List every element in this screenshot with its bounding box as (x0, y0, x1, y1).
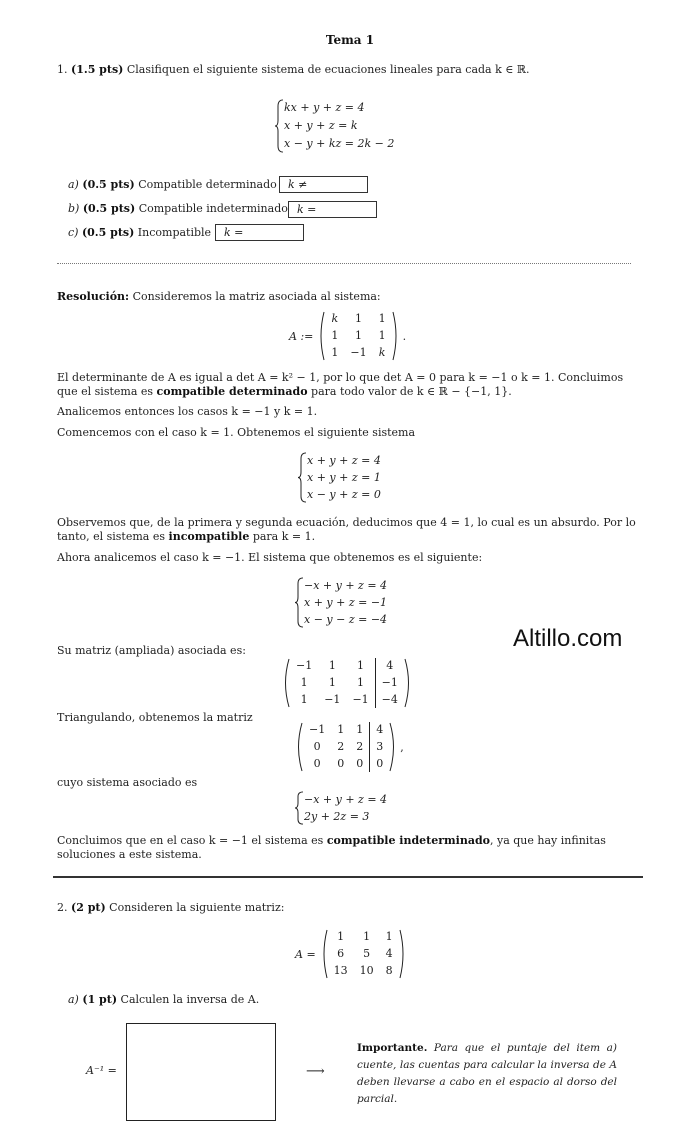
question-number: 2. (57, 901, 68, 914)
matrix-row (328, 962, 399, 979)
item-letter: a) (68, 993, 79, 1006)
matrix-row (303, 739, 389, 756)
left-brace-icon (298, 452, 307, 503)
matrix-cell: 0 (313, 739, 321, 753)
note-heading: Importante. (357, 1042, 428, 1054)
system-equations (307, 452, 381, 503)
matrix-cell: 1 (354, 312, 362, 326)
matrix-cell: 1 (337, 723, 345, 737)
resolution-heading: Resolución: (57, 290, 130, 303)
matrix-label: A := (289, 329, 314, 343)
matrix-cell: 4 (386, 659, 394, 673)
item-letter: b) (68, 202, 80, 215)
matrix-cell: −1 (346, 691, 375, 708)
right-paren-icon (389, 722, 397, 772)
item-label: Calculen la inversa de A. (120, 993, 260, 1006)
matrix-table (303, 722, 389, 772)
resolution-text: Consideremos la matriz asociada al sistema: (132, 290, 381, 303)
answer-box-c[interactable]: k = (215, 224, 304, 241)
left-brace-icon (275, 99, 284, 153)
matrix-A-k (289, 311, 406, 361)
equation-system (275, 99, 394, 153)
determinant-paragraph (57, 371, 637, 399)
matrix-row (290, 691, 404, 708)
matrix-cell: 1 (300, 692, 308, 706)
matrix-table (325, 311, 391, 361)
text: Observemos que, de la primera y segunda ecuación, deducimos que 4 = 1, lo cual es un absurdo. Por lo tanto, el sistema es (57, 516, 636, 543)
equation-line: −x + y + z = 4 (304, 793, 388, 806)
right-paren-icon (399, 929, 407, 979)
question-1-prompt (57, 63, 637, 77)
right-paren-icon (392, 311, 400, 361)
augmented-intro: Su matriz (ampliada) asociada es: (57, 644, 246, 657)
triangulate-intro: Triangulando, obtenemos la matriz (57, 711, 253, 724)
matrix-cell: −1 (381, 675, 398, 689)
answer-box-b[interactable]: k = (288, 201, 377, 218)
matrix-cell: 8 (385, 963, 393, 977)
left-paren-icon (320, 929, 328, 979)
bold-text: compatible indeterminado (326, 834, 490, 847)
question-text: Clasifiquen el siguiente sistema de ecuaciones lineales para cada k ∈ ℝ. (126, 63, 530, 76)
matrix-cell: 0 (337, 756, 345, 770)
case1-system (298, 452, 381, 503)
inverse-answer-box[interactable] (126, 1023, 276, 1121)
matrix-A (295, 929, 407, 979)
matrix-cell: 5 (363, 946, 371, 960)
question-text: Consideren la siguiente matriz: (109, 901, 285, 914)
bold-text: compatible determinado (156, 385, 308, 398)
text: , ya que hay infinitas soluciones a este sistema. (57, 834, 606, 861)
item-points: (0.5 pts) (81, 226, 135, 239)
matrix-cell: −1 (350, 345, 367, 359)
conclusion-paragraph (57, 834, 637, 862)
period: . (402, 329, 407, 343)
matrix-row (328, 946, 399, 963)
item-letter: a) (68, 178, 79, 191)
item-points: (0.5 pts) (82, 178, 135, 191)
case2-system (295, 577, 387, 628)
matrix-cell: 1 (331, 345, 339, 359)
important-note (357, 1040, 617, 1108)
case1-observation (57, 516, 637, 544)
matrix-cell: 0 (313, 756, 321, 770)
matrix-table (328, 929, 399, 979)
case1-intro: Comencemos con el caso k = 1. Obtenemos el siguiente sistema (57, 426, 416, 439)
arrow-right-icon: ⟶ (306, 1064, 325, 1079)
matrix-cell: 1 (346, 658, 375, 675)
augmented-matrix (282, 658, 412, 708)
matrix-table (290, 658, 404, 708)
matrix-cell: 1 (378, 328, 386, 342)
equation-line: x + y + z = k (284, 119, 358, 132)
matrix-cell: 13 (333, 963, 348, 977)
item-c (68, 226, 211, 239)
bold-text: incompatible (168, 530, 250, 543)
matrix-cell: −1 (324, 692, 341, 706)
matrix-cell: 1 (346, 675, 375, 692)
equation-line: 2y + 2z = 3 (304, 810, 370, 823)
matrix-cell: k (378, 345, 386, 359)
matrix-cell: 0 (376, 756, 384, 770)
matrix-cell: 1 (337, 930, 345, 944)
question-number: 1. (57, 63, 68, 76)
matrix-cell: 1 (331, 328, 339, 342)
item-points: (1 pt) (82, 993, 118, 1006)
equation-line: x − y + z = 0 (307, 488, 381, 501)
matrix-cell: 10 (359, 963, 374, 977)
comma: , (400, 740, 404, 754)
page-title: Tema 1 (325, 33, 375, 47)
matrix-row (290, 658, 404, 675)
matrix-row (328, 929, 399, 946)
left-paren-icon (295, 722, 303, 772)
equation-line: x + y + z = −1 (304, 596, 388, 609)
text: para k = 1. (252, 530, 316, 543)
matrix-cell: 6 (337, 946, 345, 960)
item-2a (68, 993, 259, 1006)
case2-intro: Ahora analicemos el caso k = −1. El sistema que obtenemos es el siguiente: (57, 551, 483, 564)
triangular-matrix (295, 722, 404, 772)
question-points: (1.5 pts) (71, 63, 124, 76)
text: para todo valor de k ∈ ℝ − {−1, 1}. (311, 385, 512, 398)
matrix-cell: 0 (350, 755, 370, 772)
matrix-cell: 1 (363, 930, 371, 944)
item-label: Incompatible (137, 226, 212, 239)
watermark: Altillo.com (513, 625, 623, 652)
item-points: (0.5 pts) (82, 202, 136, 215)
item-b (68, 202, 288, 215)
inverse-label: A⁻¹ = (86, 1064, 117, 1077)
matrix-label: A = (295, 947, 316, 961)
item-letter: c) (68, 226, 79, 239)
matrix-cell: 4 (385, 946, 393, 960)
system-equations (284, 99, 394, 153)
left-paren-icon (317, 311, 325, 361)
question-points: (2 pt) (71, 901, 106, 914)
equation-line: x − y − z = −4 (304, 613, 388, 626)
matrix-row (325, 344, 391, 361)
equation-line: x + y + z = 1 (307, 471, 381, 484)
matrix-cell: −4 (381, 692, 398, 706)
left-paren-icon (282, 658, 290, 708)
matrix-cell: −1 (309, 723, 326, 737)
right-paren-icon (404, 658, 412, 708)
matrix-row (325, 311, 391, 328)
equation-line: x + y + z = 4 (307, 454, 381, 467)
equation-line: x − y + kz = 2k − 2 (284, 137, 395, 150)
matrix-cell: 4 (376, 723, 384, 737)
note-text: Para que el puntaje del item a) cuente, las cuentas para calcular la inversa de A deben llevarse a cabo en el espacio al dorso del parcial. (357, 1042, 617, 1105)
associated-intro: cuyo sistema asociado es (57, 776, 198, 789)
matrix-cell: 1 (328, 675, 336, 689)
cases-paragraph: Analicemos entonces los casos k = −1 y k = 1. (57, 405, 318, 418)
matrix-cell: −1 (296, 659, 313, 673)
equation-line: kx + y + z = 4 (284, 101, 365, 114)
resolution-intro (57, 290, 637, 304)
matrix-cell: 1 (328, 659, 336, 673)
matrix-cell: 1 (378, 312, 386, 326)
answer-box-a[interactable]: k ≠ (279, 176, 368, 193)
system-equations (304, 577, 387, 628)
section-divider (53, 876, 643, 878)
matrix-cell: 1 (300, 675, 308, 689)
item-a (68, 178, 277, 191)
left-brace-icon (295, 791, 304, 825)
item-label: Compatible determinado (138, 178, 277, 191)
dotted-separator (57, 263, 631, 264)
matrix-cell: 2 (337, 739, 345, 753)
matrix-cell: 1 (350, 722, 370, 739)
question-2-prompt (57, 901, 637, 915)
matrix-cell: 1 (354, 328, 362, 342)
matrix-cell: 2 (350, 739, 370, 756)
matrix-row (303, 755, 389, 772)
associated-system (295, 791, 387, 825)
system-equations (304, 791, 387, 825)
matrix-row (325, 328, 391, 345)
text: El determinante de A es igual a det A = k² − 1, por lo que det A = 0 para k = −1 o k = 1. Concluimos que el sistema es (57, 371, 624, 398)
matrix-cell: 1 (385, 930, 393, 944)
matrix-cell: 3 (376, 739, 384, 753)
matrix-row (290, 675, 404, 692)
item-label: Compatible indeterminado (138, 202, 288, 215)
left-brace-icon (295, 577, 304, 628)
matrix-cell: k (331, 312, 339, 326)
text: Concluimos que en el caso k = −1 el sistema es (57, 834, 324, 847)
equation-line: −x + y + z = 4 (304, 579, 388, 592)
matrix-row (303, 722, 389, 739)
